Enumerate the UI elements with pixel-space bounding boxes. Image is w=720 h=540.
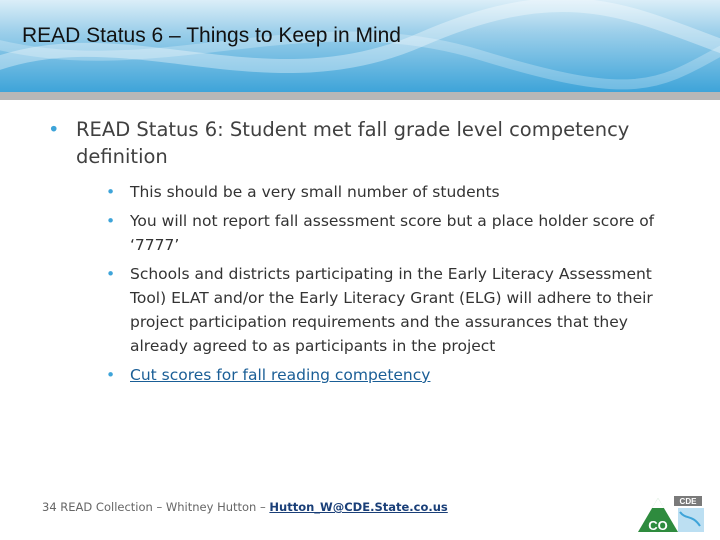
list-item-text: You will not report fall assessment score but a place holder score of ‘7777’	[130, 212, 655, 254]
slide-title: READ Status 6 – Things to Keep in Mind	[22, 24, 401, 47]
bullet-icon: •	[106, 265, 116, 283]
footer-text: READ Collection – Whitney Hutton –	[60, 500, 270, 514]
list-item-text: Schools and districts participating in the Early Literacy Assessment Tool) ELAT and/or the Early Literacy Grant (ELG) will adhere to their project participation requirements and the assurances that they already agreed to as participants in the project	[130, 265, 653, 355]
sub-bullet-list	[106, 180, 678, 387]
bullet-icon: •	[106, 366, 116, 384]
page-number: 34	[42, 500, 57, 514]
logo-bottom-text: CO	[648, 518, 668, 533]
list-item	[106, 209, 678, 257]
slide-footer	[42, 500, 448, 514]
main-bullet	[48, 116, 688, 170]
cde-logo	[634, 492, 708, 534]
logo-top-text: CDE	[679, 497, 697, 506]
list-item-text: This should be a very small number of students	[130, 183, 500, 201]
list-item	[106, 180, 678, 204]
list-item	[106, 363, 678, 387]
main-bullet-text: READ Status 6: Student met fall grade level competency definition	[76, 118, 630, 168]
footer-email-link[interactable]: Hutton_W@CDE.State.co.us	[269, 500, 448, 514]
header-divider	[0, 92, 720, 100]
slide-header	[0, 0, 720, 92]
cut-scores-link[interactable]: Cut scores for fall reading competency	[130, 366, 431, 384]
bullet-icon: •	[106, 212, 116, 230]
bullet-icon: •	[48, 118, 60, 141]
bullet-icon: •	[106, 183, 116, 201]
slide-content	[48, 116, 688, 392]
list-item	[106, 262, 678, 358]
